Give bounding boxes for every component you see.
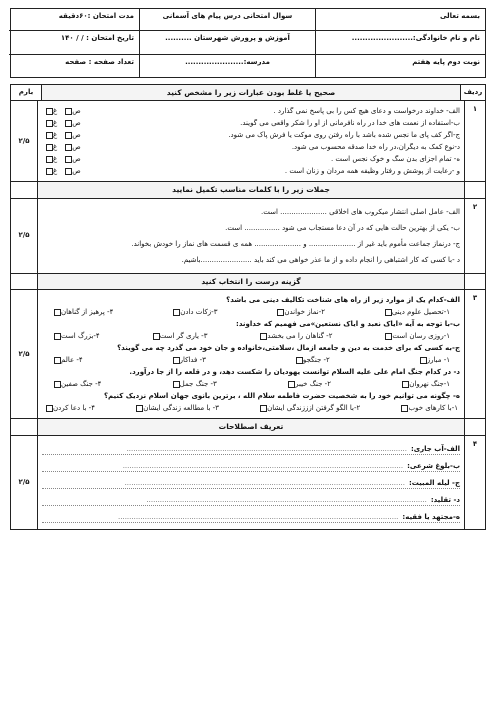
section2-row (11, 199, 485, 274)
checkbox[interactable] (65, 120, 72, 127)
section3-row (11, 290, 485, 419)
checkbox[interactable] (402, 381, 409, 388)
checkbox[interactable] (173, 381, 180, 388)
fill-item[interactable]: ج- درنماز جماعت مأموم باید غیر از ..................... و ..................... همه ی قسمت های نماز را خودش بخواند. (131, 240, 460, 249)
exam-header (10, 8, 486, 78)
true-option[interactable]: ص (63, 167, 80, 176)
answer-dots: .............................................................................................................................. (122, 461, 404, 470)
checkbox[interactable] (46, 405, 53, 412)
definition-item[interactable] (42, 491, 460, 506)
true-option[interactable]: ص (63, 131, 80, 140)
mc-question: ج-به کسی که برای خدمت به دین و جامعه ازمال ،سلامتی،خانواده و جان خود می گذرد چه می گویند؟ (117, 343, 460, 352)
section2-score: ۲/۵ (18, 231, 30, 240)
basmala: بسمه تعالی (315, 9, 485, 31)
false-option[interactable]: غ (44, 167, 57, 176)
section1-title-row (11, 85, 485, 101)
mc-option[interactable]: ۴- پرهیز از گناهان (52, 308, 113, 317)
checkbox[interactable] (46, 120, 53, 127)
checkbox[interactable] (46, 144, 53, 151)
section1-row (11, 101, 485, 182)
checkbox[interactable] (65, 144, 72, 151)
mc-option[interactable]: ۴-بزرگ است (52, 332, 100, 341)
true-option[interactable]: ص (63, 143, 80, 152)
mc-options (42, 306, 460, 318)
mc-options (42, 354, 460, 366)
page-count: تعداد صفحه : صفحه (65, 58, 134, 66)
checkbox[interactable] (420, 357, 427, 364)
mc-option[interactable]: ۲-با الگو گرفتن ازززندگی ایشان (258, 404, 360, 413)
checkbox[interactable] (296, 357, 303, 364)
answer-dots: .............................................................................................................................. (146, 495, 427, 504)
checkbox[interactable] (46, 132, 53, 139)
exam-duration: مدت امتحان :۶۰دقیقه (9, 9, 139, 31)
false-option[interactable]: غ (44, 107, 57, 116)
checkbox[interactable] (46, 156, 53, 163)
checkbox[interactable] (65, 108, 72, 115)
mc-option[interactable]: ۲- جنگ خیبر (286, 380, 331, 389)
answer-dots: .............................................................................................................................. (124, 478, 405, 487)
section2-body (37, 199, 464, 273)
checkbox[interactable] (385, 309, 392, 316)
section4-title-row (11, 419, 485, 435)
definition-item[interactable] (42, 457, 460, 472)
checkbox[interactable] (153, 333, 160, 340)
checkbox[interactable] (65, 132, 72, 139)
mc-option[interactable]: ۱-روزی رسان است (383, 332, 450, 341)
fill-item[interactable]: الف- عامل اصلی انتشار میکروب های اخلاقی ..................... است. (261, 208, 460, 217)
school-field: مدرسه:...................... (139, 55, 315, 77)
section4-title: تعریف اصطلاحات (37, 419, 464, 434)
section4-body (37, 436, 464, 529)
section4-score: ۲/۵ (18, 477, 30, 486)
checkbox[interactable] (288, 381, 295, 388)
checkbox[interactable] (54, 357, 61, 364)
checkbox[interactable] (136, 405, 143, 412)
false-option[interactable]: غ (44, 143, 57, 152)
term-label: ب-بلوغ شرعی: (407, 461, 460, 470)
tf-item: الف- خداوند درخواست و دعای هیچ کس را بی پاسخ نمی گذارد . ص غ (42, 105, 460, 117)
true-option[interactable]: ص (63, 155, 80, 164)
section1-score: ۲/۵ (18, 137, 30, 145)
exam-date: تاریخ امتحان : / / ۱۴۰ (9, 31, 139, 55)
score-header: بارم (18, 88, 34, 97)
tf-item: د-نوع کمک به دیگران،در راه خدا صدقه محسوب می شود. ص غ (42, 141, 460, 153)
mc-question: الف-کدام یک از موارد زیر از راه های شناخت تکالیف دینی می باشد؟ (226, 295, 460, 304)
section4-row (11, 436, 485, 529)
fill-item[interactable]: ب- یکی از بهترین حالت هایی که در آن دعا مستجاب می شود ................ است. (225, 224, 460, 233)
checkbox[interactable] (54, 381, 61, 388)
mc-option[interactable]: ۳- یاری گر است (151, 332, 208, 341)
checkbox[interactable] (385, 333, 392, 340)
checkbox[interactable] (277, 309, 284, 316)
term-label: ج- لیله المبیت: (408, 478, 460, 487)
term-label: الف-آب جاری: (410, 444, 460, 453)
mc-question: د- در کدام جنگ امام علی علیه السلام توانست یهودیان را شکست دهد، و در قلعه را از جا درآورد. (129, 367, 460, 376)
mc-options (42, 378, 460, 390)
checkbox[interactable] (54, 309, 61, 316)
term-label: ه-مجتهد یا فقیه: (402, 512, 460, 521)
mc-option[interactable]: ۱- مبارز (418, 356, 450, 365)
section2-title: جملات زیر را با کلمات مناسب تکمیل نمایید (37, 182, 464, 197)
false-option[interactable]: غ (44, 155, 57, 164)
section2-title-row (11, 182, 485, 198)
student-name-field: نام و نام خانوادگی:....................... (315, 31, 485, 55)
mc-option[interactable]: ۴- عالم (52, 356, 83, 365)
section1-title: صحیح یا غلط بودن عبارات زیر را مشخص کنید (41, 85, 460, 100)
checkbox[interactable] (260, 405, 267, 412)
mc-option[interactable]: ۱-با کارهای خوب (399, 404, 458, 413)
section3-title-row (11, 274, 485, 290)
grade-term: نوبت دوم پایه هفتم (315, 55, 485, 77)
section1-number: ۱ (464, 101, 485, 181)
mc-question: ه- چگونه می توانیم خود را به شخصیت حضرت فاطمه سلام الله ، برترین بانوی جهان اسلام نزدیک کنیم؟ (104, 391, 460, 400)
fill-item[interactable]: د -با کسی که کار اشتباهی را انجام داده و از ما عذر خواهی می کند باید .......................باشیم. (181, 256, 460, 265)
false-option[interactable]: غ (44, 131, 57, 140)
checkbox[interactable] (54, 333, 61, 340)
checkbox[interactable] (173, 357, 180, 364)
true-option[interactable]: ص (63, 107, 80, 116)
questions-table (10, 84, 486, 530)
checkbox[interactable] (46, 108, 53, 115)
mc-option[interactable]: ۱-جنگ نهروان (400, 380, 450, 389)
mc-option[interactable]: ۳- فداکار (171, 356, 206, 365)
term-label: د- تقلید: (430, 495, 460, 504)
checkbox[interactable] (65, 168, 72, 175)
tf-item: ب-استفاده از نعمت های خدا در راه نافرمانی از او را شکر واقعی می گویند. ص غ (42, 117, 460, 129)
mc-options (42, 402, 460, 414)
tf-item: و -رعایت از پوشش و رفتار وظیفه همه مردان و زنان است . ص غ (42, 165, 460, 177)
mc-option[interactable]: ۲- گناهان را می بخشد (258, 332, 332, 341)
mc-option[interactable]: ۲- جنگجو (294, 356, 330, 365)
section3-body (37, 290, 464, 418)
true-option[interactable]: ص (63, 119, 80, 128)
mc-option[interactable]: ۳-زکات دادن (171, 308, 217, 317)
mc-option[interactable]: ۳- با مطالعه زندگی ایشان (134, 404, 219, 413)
checkbox[interactable] (173, 309, 180, 316)
section3-title: گزینه درست را انتخاب کنید (37, 274, 464, 289)
checkbox[interactable] (46, 168, 53, 175)
mc-question: ب-با توجه به آیه «ایاک نعبد و ایاک نستعین»می فهمیم که خداوند: (236, 319, 460, 328)
tf-item: ج-اگر کف پای ما نجس شده باشد با راه رفتن روی موکت یا فرش پاک می شود. ص غ (42, 129, 460, 141)
false-option[interactable]: غ (44, 119, 57, 128)
education-office: آموزش و پرورش شهرستان .......... (139, 31, 315, 55)
definition-item[interactable] (42, 508, 460, 523)
definition-item[interactable] (42, 440, 460, 455)
mc-option[interactable]: ۳- جنگ جمل (171, 380, 217, 389)
mc-options (42, 330, 460, 342)
answer-dots: .............................................................................................................................. (118, 512, 399, 521)
row-header: ردیف (460, 85, 485, 100)
definition-item[interactable] (42, 474, 460, 489)
section1-body (37, 101, 464, 181)
section4-number: ۴ (464, 436, 485, 529)
mc-option[interactable]: ۴- جنگ صفین (52, 380, 101, 389)
tf-item: ه- تمام اجزای بدن سگ و خوک نجس است . ص غ (42, 153, 460, 165)
checkbox[interactable] (401, 405, 408, 412)
exam-page (10, 8, 486, 530)
exam-title: سوال امتحانی درس پیام های آسمانی (139, 9, 315, 31)
section3-number: ۳ (464, 290, 485, 418)
mc-option[interactable]: ۲-نماز خواندن (275, 308, 325, 317)
answer-dots: .............................................................................................................................. (126, 444, 407, 453)
mc-option[interactable]: ۱-تحصیل علوم دینی (383, 308, 450, 317)
checkbox[interactable] (260, 333, 267, 340)
section3-score: ۲/۵ (18, 349, 30, 358)
section2-number: ۲ (464, 199, 485, 273)
mc-option[interactable]: ۴- با دعا کردن (44, 404, 95, 413)
checkbox[interactable] (65, 156, 72, 163)
